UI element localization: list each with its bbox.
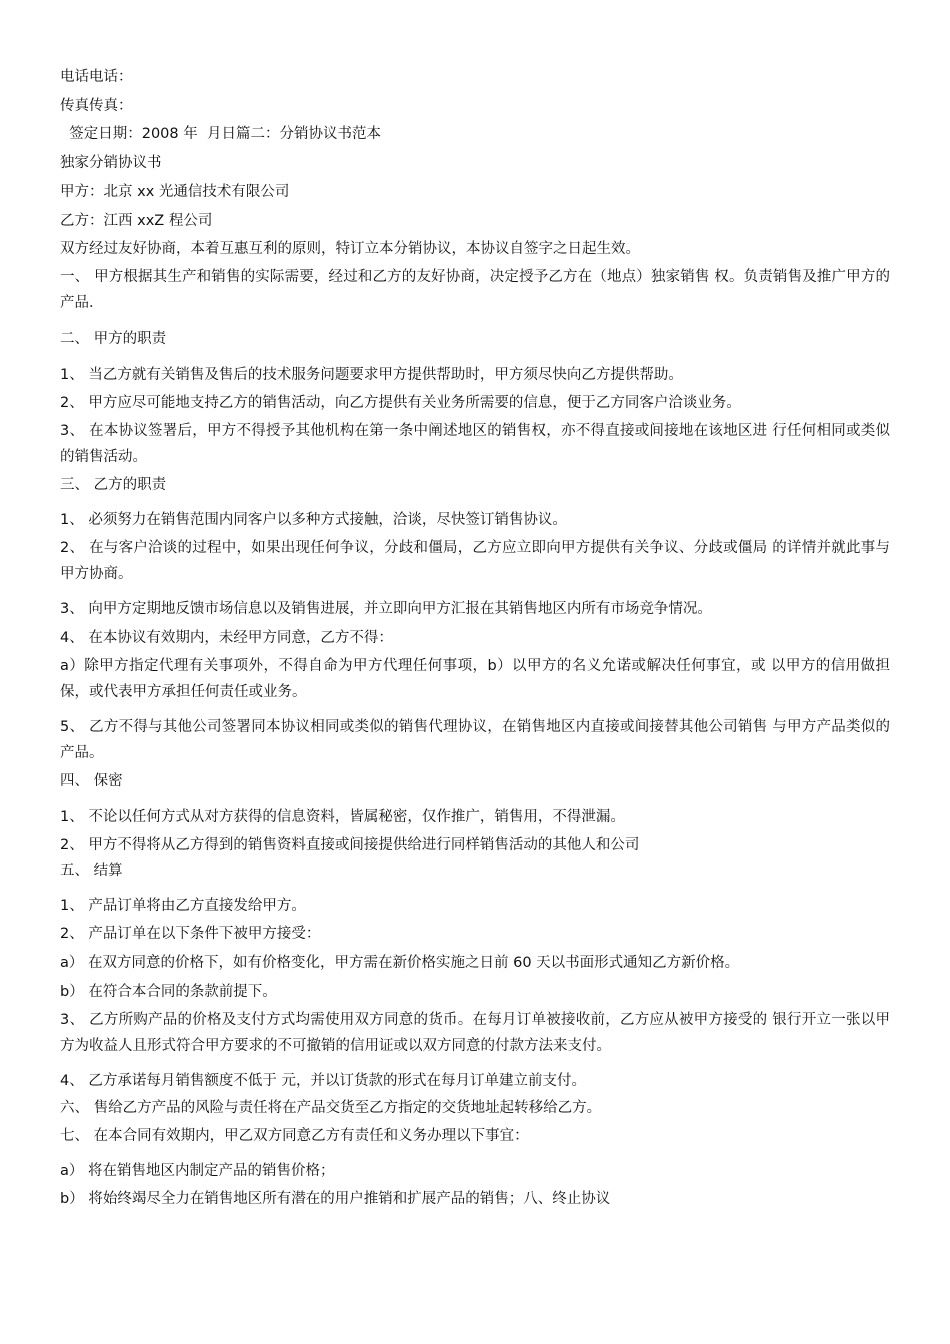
clause-3-4-a-b: a）除甲方指定代理有关事项外，不得自命为甲方代理任何事项，b）以甲方的名义允诺或解决任何事宜，或 以甲方的信用做担保，或代表甲方承担任何责任或业务。 bbox=[60, 658, 890, 700]
section-3-heading: 三、 乙方的职责 bbox=[60, 477, 167, 493]
clause-2-3: 3、 在本协议签署后，甲方不得授予其他机构在第一条中阐述地区的销售权，亦不得直接或间接地在该地区进 行任何相同或类似的销售活动。 bbox=[60, 423, 890, 465]
preamble-paragraph: 双方经过友好协商，本着互惠互利的原则，特订立本分销协议，本协议自签字之日起生效。 bbox=[60, 241, 640, 257]
clause-3-4: 4、 在本协议有效期内，未经甲方同意，乙方不得： bbox=[60, 630, 393, 646]
clause-2-1: 1、 当乙方就有关销售及售后的技术服务问题要求甲方提供帮助时，甲方须尽快向乙方提供帮助。 bbox=[60, 367, 683, 383]
clause-5-2: 2、 产品订单在以下条件下被甲方接受： bbox=[60, 926, 321, 942]
clause-5-2-a: a） 在双方同意的价格下，如有价格变化，甲方需在新价格实施之日前 60 天以书面形式通知乙方新价格。 bbox=[60, 955, 740, 971]
section-5-heading: 五、 结算 bbox=[60, 863, 123, 879]
clause-4-1: 1、 不论以任何方式从对方获得的信息资料，皆属秘密，仅作推广，销售用，不得泄漏。 bbox=[60, 809, 625, 825]
clause-3-2: 2、 在与客户洽谈的过程中，如果出现任何争议，分歧和僵局，乙方应立即向甲方提供有关争议、分歧或僵局 的详情并就此事与甲方协商。 bbox=[60, 540, 890, 582]
party-b-line: 乙方：江西 xxZ 程公司 bbox=[60, 213, 213, 229]
signing-date-line: 签定日期：2008 年 月日篇二：分销协议书范本 bbox=[60, 126, 381, 142]
clause-7-b: b） 将始终竭尽全力在销售地区所有潜在的用户推销和扩展产品的销售；八、终止协议 bbox=[60, 1191, 611, 1207]
agreement-title: 独家分销协议书 bbox=[60, 155, 162, 171]
clause-5-3: 3、 乙方所购产品的价格及支付方式均需使用双方同意的货币。在每月订单被接收前，乙方应从被甲方接受的 银行开立一张以甲方为收益人且形式符合甲方要求的不可撤销的信用证或以双方同意的付款方法来支付。 bbox=[60, 1012, 890, 1054]
clause-5-1: 1、 产品订单将由乙方直接发给甲方。 bbox=[60, 898, 306, 914]
clause-2-2: 2、 甲方应尽可能地支持乙方的销售活动，向乙方提供有关业务所需要的信息，便于乙方同客户洽谈业务。 bbox=[60, 395, 741, 411]
clause-1-paragraph: 一、 甲方根据其生产和销售的实际需要，经过和乙方的友好协商，决定授予乙方在（地点）独家销售 权。负责销售及推广甲方的产品． bbox=[60, 269, 890, 311]
section-4-heading: 四、 保密 bbox=[60, 773, 123, 789]
phone-line: 电话电话： bbox=[60, 69, 133, 85]
clause-7-a: a） 将在销售地区内制定产品的销售价格； bbox=[60, 1163, 335, 1179]
clause-4-2: 2、 甲方不得将从乙方得到的销售资料直接或间接提供给进行同样销售活动的其他人和公司 bbox=[60, 837, 640, 853]
clause-5-4: 4、 乙方承诺每月销售额度不低于 元，并以订货款的形式在每月订单建立前支付。 bbox=[60, 1073, 586, 1089]
clause-3-1: 1、 必须努力在销售范围内同客户以多种方式接触，洽谈，尽快签订销售协议。 bbox=[60, 512, 567, 528]
clause-3-3: 3、 向甲方定期地反馈市场信息以及销售进展，并立即向甲方汇报在其销售地区内所有市场竞争情况。 bbox=[60, 601, 712, 617]
party-a-line: 甲方：北京 xx 光通信技术有限公司 bbox=[60, 184, 290, 200]
section-2-heading: 二、 甲方的职责 bbox=[60, 331, 167, 347]
clause-3-5: 5、 乙方不得与其他公司签署同本协议相同或类似的销售代理协议，在销售地区内直接或间接替其他公司销售 与甲方产品类似的产品。 bbox=[60, 719, 890, 761]
fax-line: 传真传真： bbox=[60, 98, 133, 114]
clause-5-2-b: b） 在符合本合同的条款前提下。 bbox=[60, 984, 277, 1000]
section-7-paragraph: 七、 在本合同有效期内，甲乙双方同意乙方有责任和义务办理以下事宜： bbox=[60, 1128, 529, 1144]
section-6-paragraph: 六、 售给乙方产品的风险与责任将在产品交货至乙方指定的交货地址起转移给乙方。 bbox=[60, 1100, 602, 1116]
